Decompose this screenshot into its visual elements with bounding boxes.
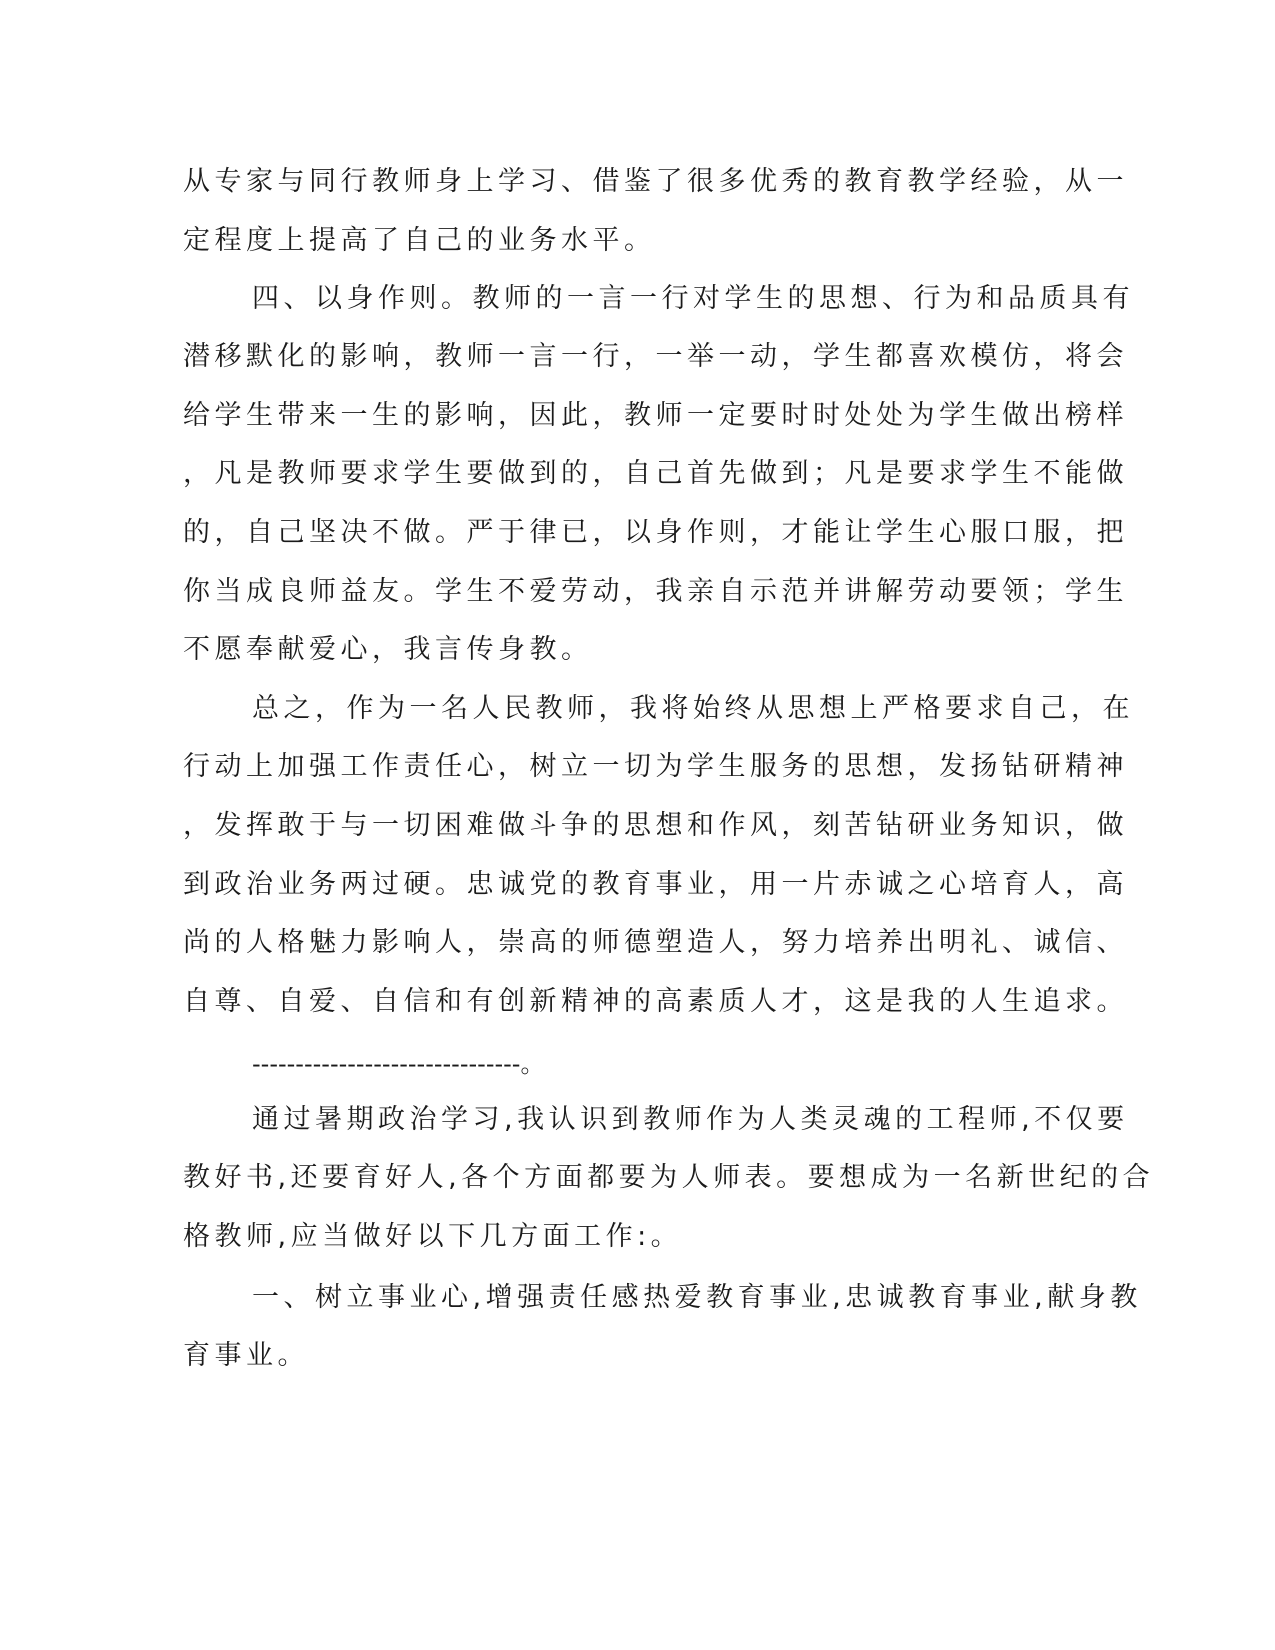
paragraph-start: 四、以身作则。教师的一言一行对学生的思想、行为和品质具有 xyxy=(252,283,1134,314)
text-line: 从专家与同行教师身上学习、借鉴了很多优秀的教育教学经验，从一 xyxy=(183,166,1128,197)
text-line: 不愿奉献爱心，我言传身教。 xyxy=(183,634,593,665)
paragraph-start: 一、树立事业心,增强责任感热爱教育事业,忠诚教育事业,献身教 xyxy=(252,1282,1142,1313)
text-line: ，发挥敢于与一切困难做斗争的思想和作风，刻苦钻研业务知识，做 xyxy=(183,810,1128,841)
text-line: 教好书,还要育好人,各个方面都要为人师表。要想成为一名新世纪的合 xyxy=(183,1162,1155,1193)
text-line: 潜移默化的影响，教师一言一行，一举一动，学生都喜欢模仿，将会 xyxy=(183,341,1128,372)
text-line: 格教师,应当做好以下几方面工作:。 xyxy=(183,1221,683,1252)
paragraph-start: 通过暑期政治学习,我认识到教师作为人类灵魂的工程师,不仅要 xyxy=(252,1104,1129,1135)
text-line: 给学生带来一生的影响，因此，教师一定要时时处处为学生做出榜样 xyxy=(183,400,1128,431)
text-line: 育事业。 xyxy=(183,1340,309,1371)
text-line: 行动上加强工作责任心，树立一切为学生服务的思想，发扬钻研精神 xyxy=(183,751,1128,782)
section-divider: -------------------------------。 xyxy=(252,1050,545,1078)
text-line: 自尊、自爱、自信和有创新精神的高素质人才，这是我的人生追求。 xyxy=(183,986,1128,1017)
text-line: 到政治业务两过硬。忠诚党的教育事业，用一片赤诚之心培育人，高 xyxy=(183,869,1128,900)
text-line: 尚的人格魅力影响人，崇高的师德塑造人，努力培养出明礼、诚信、 xyxy=(183,927,1128,958)
paragraph-start: 总之，作为一名人民教师，我将始终从思想上严格要求自己，在 xyxy=(252,693,1134,724)
text-line: 定程度上提高了自己的业务水平。 xyxy=(183,225,656,256)
text-line: 你当成良师益友。学生不爱劳动，我亲自示范并讲解劳动要领；学生 xyxy=(183,576,1128,607)
text-line: 的，自己坚决不做。严于律已，以身作则，才能让学生心服口服，把 xyxy=(183,517,1128,548)
text-line: ，凡是教师要求学生要做到的，自己首先做到；凡是要求学生不能做 xyxy=(183,458,1128,489)
